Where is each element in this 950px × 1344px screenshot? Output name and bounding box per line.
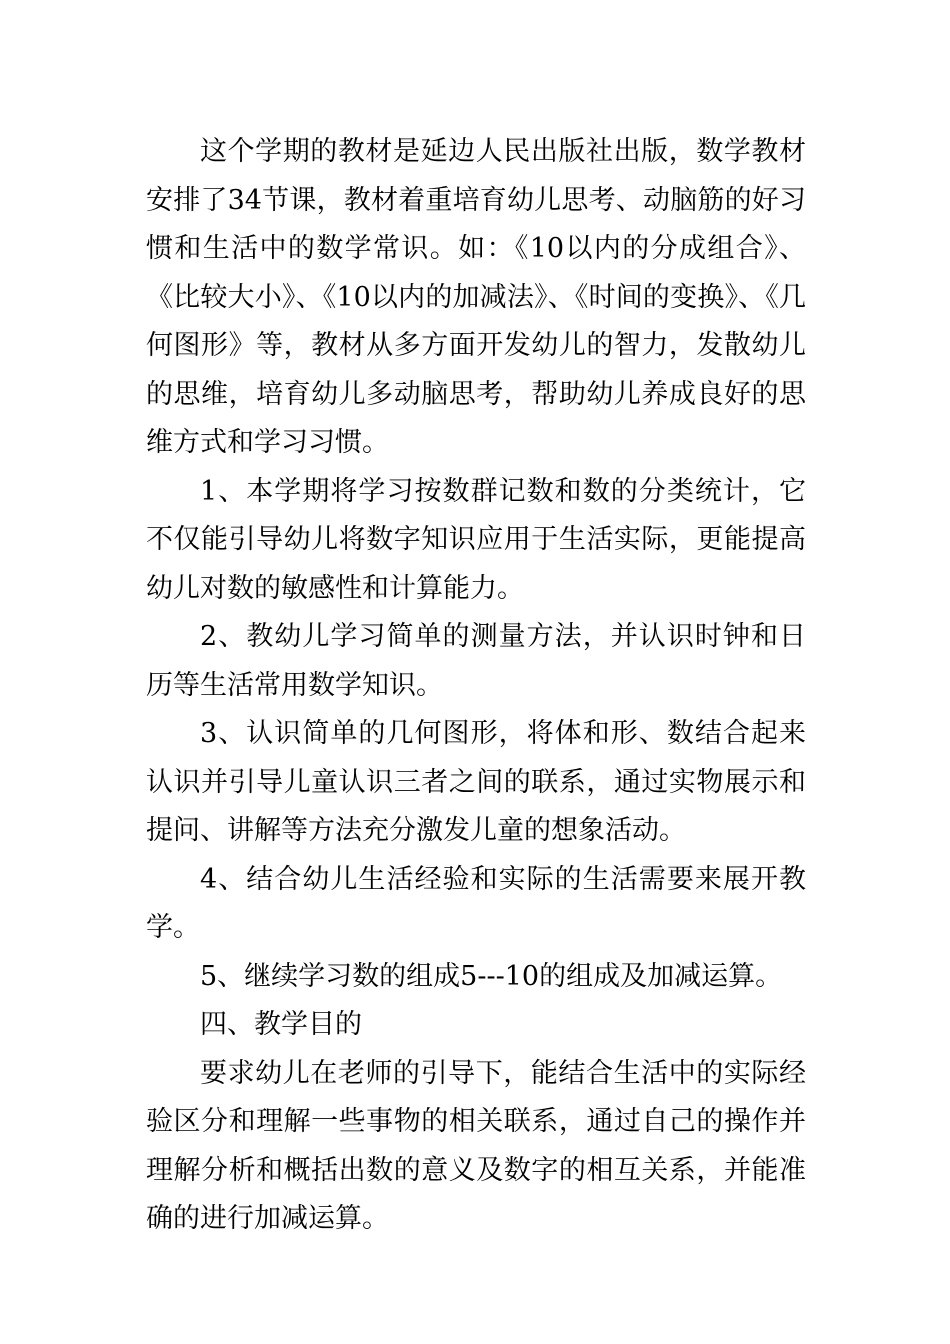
section-heading-teaching-goals: 四、教学目的 <box>200 1009 362 1040</box>
paragraph-textbook-intro: 这个学期的教材是延边人民出版社出版，数学教材安排了34节课，教材着重培育幼儿思考、动脑筋的好习惯和生活中的数学常识。如：《10以内的分成组合》、《比较大小》、《10以内的加减法》、《时间的变换》、《几何图形》等，教材从多方面开发幼儿的智力，发散幼儿的思维，培育幼儿多动脑思考，帮助幼儿养成良好的思维方式和学习习惯。 <box>146 136 806 458</box>
document-body <box>146 128 806 1244</box>
paragraph-teaching-goals: 要求幼儿在老师的引导下，能结合生活中的实际经验区分和理解一些事物的相关联系，通过自己的操作并理解分析和概括出数的意义及数字的相互关系，并能准确的进行加减运算。 <box>146 1057 806 1234</box>
paragraph-item-3: 3、认识简单的几何图形，将体和形、数结合起来认识并引导儿童认识三者之间的联系，通过实物展示和提问、讲解等方法充分激发儿童的想象活动。 <box>146 718 806 846</box>
paragraph-item-4: 4、结合幼儿生活经验和实际的生活需要来展开教学。 <box>146 863 806 943</box>
paragraph-item-1: 1、本学期将学习按数群记数和数的分类统计，它不仅能引导幼儿将数字知识应用于生活实际，更能提高幼儿对数的敏感性和计算能力。 <box>146 475 806 604</box>
paragraph-item-2: 2、教幼儿学习简单的测量方法，并认识时钟和日历等生活常用数学知识。 <box>146 621 806 701</box>
paragraph-item-5: 5、继续学习数的组成5---10的组成及加减运算。 <box>200 960 783 992</box>
